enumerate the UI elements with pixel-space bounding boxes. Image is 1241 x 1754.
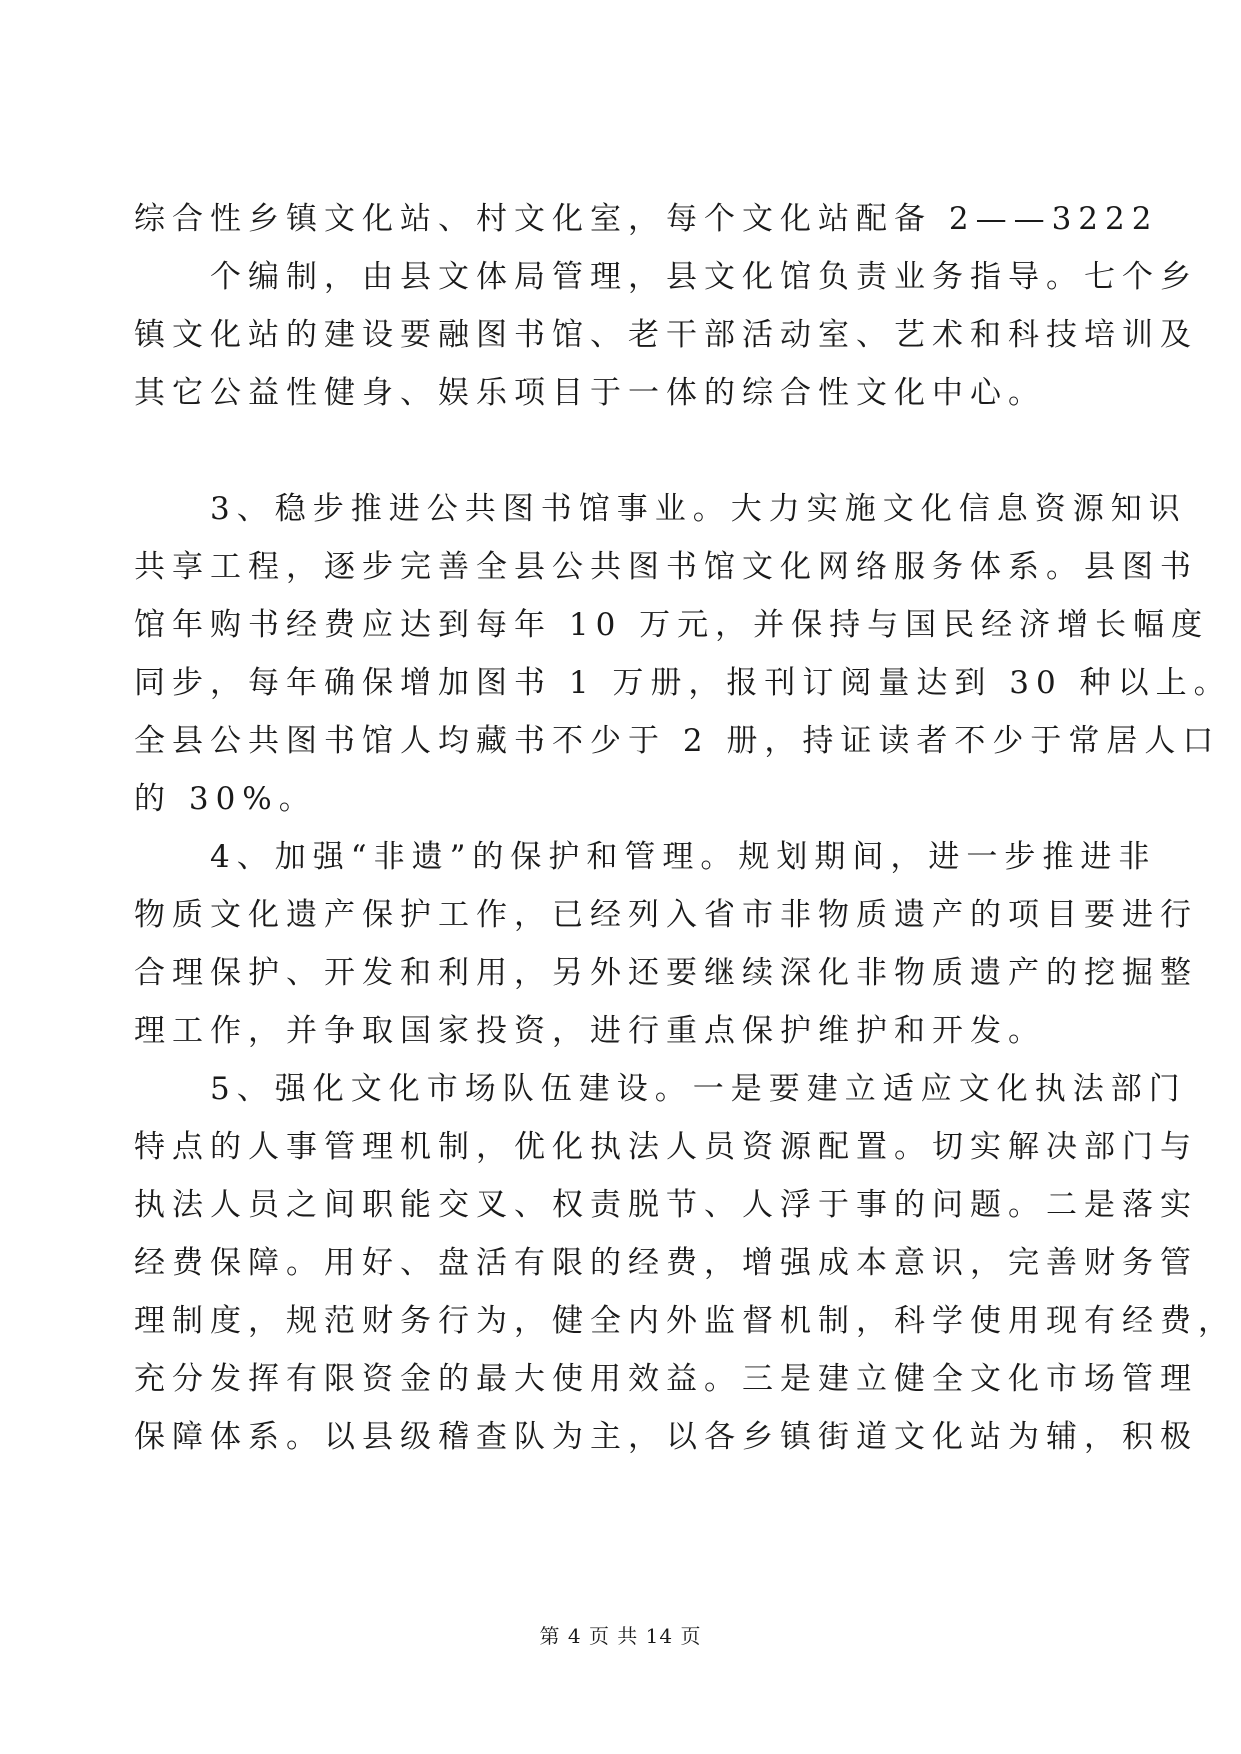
text-line: 经费保障。用好、盘活有限的经费，增强成本意识，完善财务管: [134, 1245, 1198, 1281]
text-line: 理工作，并争取国家投资，进行重点保护维护和开发。: [134, 1013, 1046, 1049]
text-line: 物质文化遗产保护工作，已经列入省市非物质遗产的项目要进行: [134, 897, 1198, 933]
text-line: 个编制，由县文体局管理，县文化馆负责业务指导。七个乡: [134, 259, 1198, 295]
page-number-footer: 第 4 页 共 14 页: [539, 1624, 702, 1648]
text-line: 其它公益性健身、娱乐项目于一体的综合性文化中心。: [134, 375, 1046, 411]
text-line: 同步，每年确保增加图书 1 万册，报刊订阅量达到 30 种以上。: [134, 665, 1232, 701]
text-line: 镇文化站的建设要融图书馆、老干部活动室、艺术和科技培训及: [134, 317, 1198, 353]
text-line: 执法人员之间职能交叉、权责脱节、人浮于事的问题。二是落实: [134, 1187, 1198, 1223]
text-line: 5、强化文化市场队伍建设。一是要建立适应文化执法部门: [134, 1071, 1187, 1107]
text-line: 3、稳步推进公共图书馆事业。大力实施文化信息资源知识: [134, 491, 1187, 527]
text-line: 全县公共图书馆人均藏书不少于 2 册，持证读者不少于常居人口: [134, 723, 1221, 759]
text-line: 馆年购书经费应达到每年 10 万元，并保持与国民经济增长幅度: [134, 607, 1210, 643]
text-line: 4、加强“非遗”的保护和管理。规划期间，进一步推进非: [134, 839, 1157, 875]
text-line: 保障体系。以县级稽查队为主，以各乡镇街道文化站为辅，积极: [134, 1419, 1198, 1455]
text-line: 共享工程，逐步完善全县公共图书馆文化网络服务体系。县图书: [134, 549, 1198, 585]
text-line: 综合性乡镇文化站、村文化室，每个文化站配备 2——3222: [134, 201, 1159, 237]
text-line: 合理保护、开发和利用，另外还要继续深化非物质遗产的挖掘整: [134, 955, 1198, 991]
text-line: 理制度，规范财务行为，健全内外监督机制，科学使用现有经费，: [134, 1303, 1236, 1339]
text-line: 的 30%。: [134, 781, 317, 817]
text-line: 充分发挥有限资金的最大使用效益。三是建立健全文化市场管理: [134, 1361, 1198, 1397]
text-line: 特点的人事管理机制，优化执法人员资源配置。切实解决部门与: [134, 1129, 1198, 1165]
